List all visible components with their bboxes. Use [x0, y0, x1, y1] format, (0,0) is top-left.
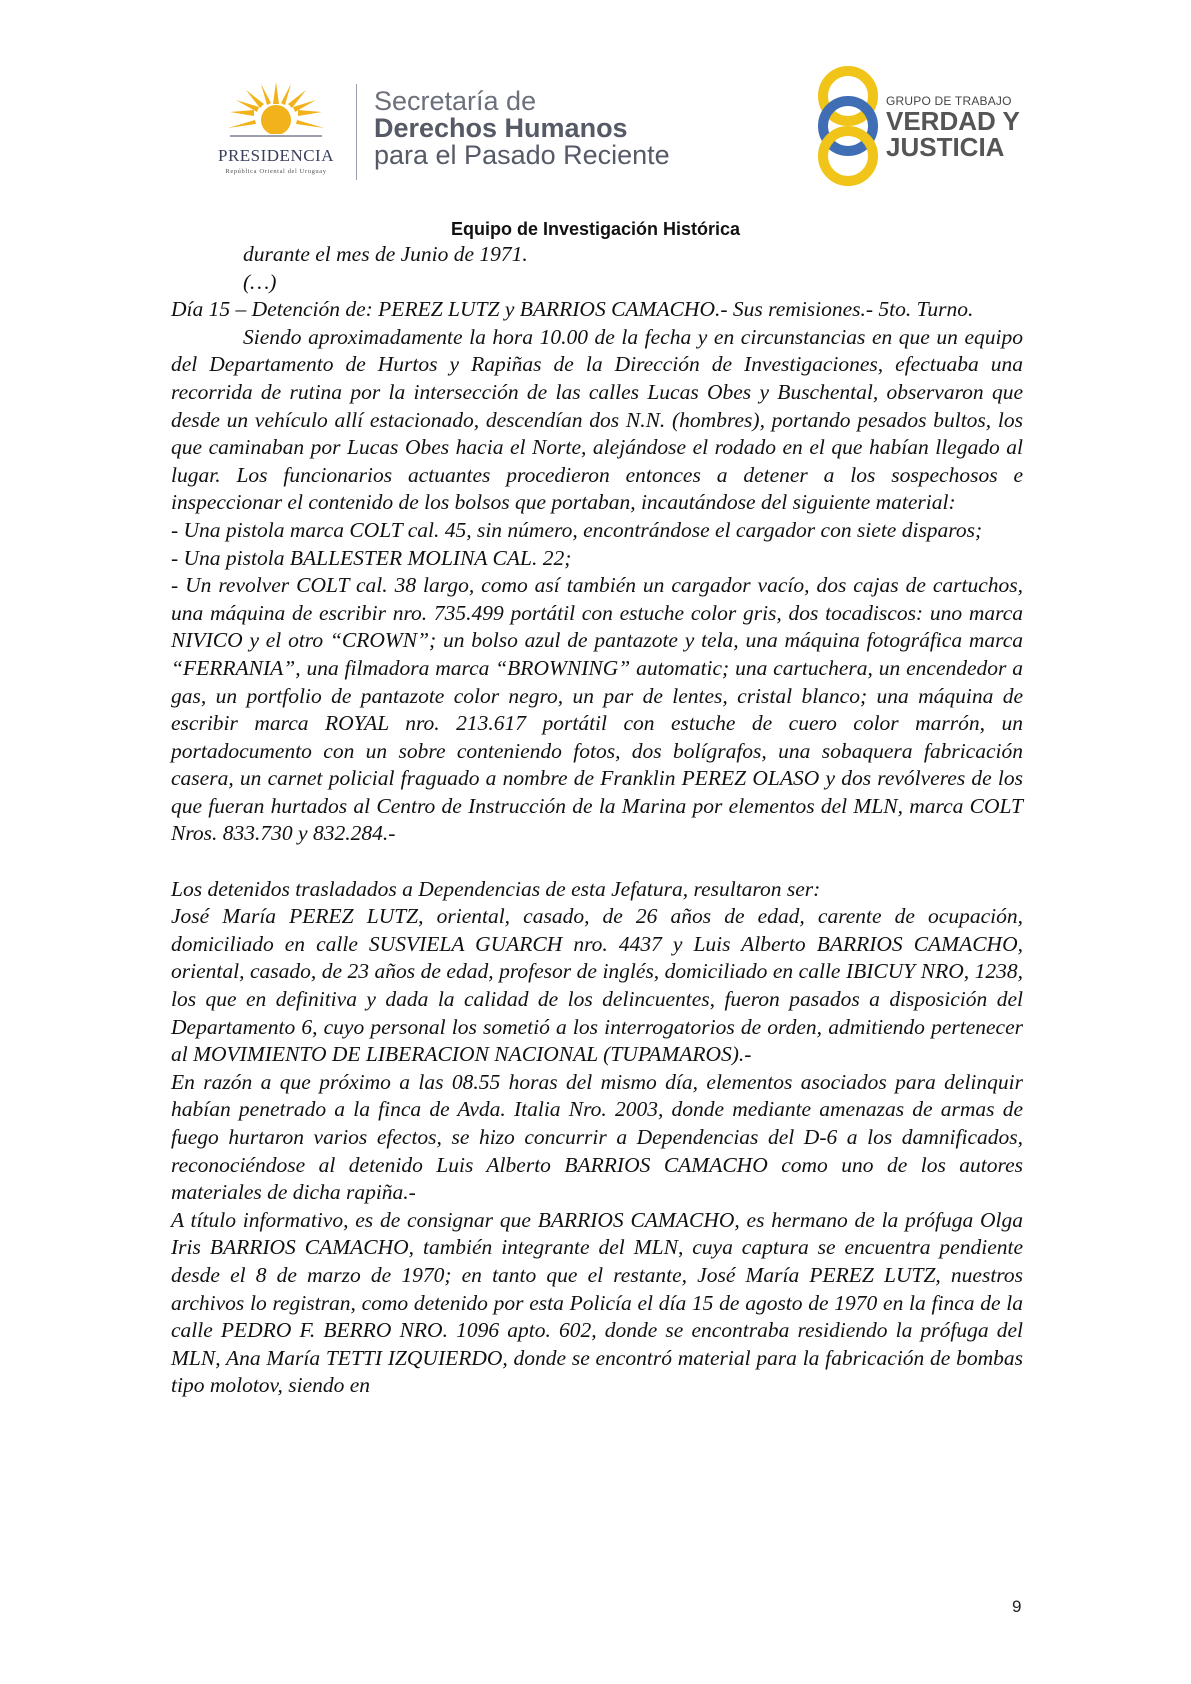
paragraph: (…)	[243, 269, 277, 294]
sun-emblem-icon	[226, 80, 326, 142]
presidencia-name: PRESIDENCIA	[217, 146, 334, 165]
grupo-line-1: GRUPO DE TRABAJO	[886, 94, 1012, 108]
paragraph: En razón a que próximo a las 08.55 horas del mismo día, elementos asociados para delinquir habían penetrado a la finca de Avda. Italia Nro. 2003, donde mediante amenazas de armas de fuego hurtaron varios efectos, se hizo concurrir a Dependencias del D-6 a los damnificados, reconociéndose al detenido Luis Alberto BARRIOS CAMACHO como uno de los autores materiales de dicha rapiña.-	[171, 1069, 1023, 1205]
header-divider	[356, 84, 357, 180]
team-heading: Equipo de Investigación Histórica	[450, 219, 741, 239]
grupo-line-3: JUSTICIA	[886, 132, 1005, 162]
secretaria-line-2: Derechos Humanos	[374, 113, 628, 143]
paragraph: durante el mes de Junio de 1971.	[243, 242, 528, 266]
presidencia-logo	[196, 80, 356, 180]
document-body	[171, 241, 1023, 1400]
secretaria-logotype	[374, 88, 670, 169]
presidencia-subtitle: República Oriental del Uruguay	[225, 168, 327, 175]
list-item: - Un revolver COLT cal. 38 largo, como así también un cargador vacío, dos cajas de cartuchos, una máquina de escribir nro. 735.499 portátil con estuche color gris, dos tocadiscos: uno marca NIVICO y el otro “CROWN”; un bolso azul de pantazote y tela, una máquina fotográfica marca “FERRANIA”, una filmadora marca “BROWNING” automatic; una cartuchera, un encendedor a gas, un portfolio de pantazote color negro, un par de lentes, cristal blanco; una máquina de escribir marca ROYAL nro. 213.617 portátil con estuche de cuero color marrón, un portadocumento con un sobre conteniendo fotos, dos bolígrafos, una sobaquera fabricación casera, un carnet policial fraguado a nombre de Franklin PEREZ OLASO y dos revólveres de los que fueran hurtados al Centro de Instrucción de la Marina por elementos del MLN, marca COLT Nros. 833.730 y 832.284.-	[171, 573, 1023, 846]
grupo-trabajo-logo	[812, 62, 1022, 192]
rings-logo-icon	[812, 62, 884, 192]
blank-line	[171, 848, 1023, 876]
secretaria-line-1: Secretaría de	[374, 86, 537, 116]
list-item: - Una pistola BALLESTER MOLINA CAL. 22;	[171, 545, 572, 570]
paragraph: Día 15 – Detención de: PEREZ LUTZ y BARRIOS CAMACHO.- Sus remisiones.- 5to. Turno.	[171, 297, 974, 322]
paragraph: A título informativo, es de consignar que BARRIOS CAMACHO, es hermano de la prófuga Olga Iris BARRIOS CAMACHO, también integrante del MLN, cuya captura se encuentra pendiente desde el 8 de marzo de 1970; en tanto que el restante, José María PEREZ LUTZ, nuestros archivos lo registran, como detenido por esta Policía el día 15 de agosto de 1970 en la finca de la calle PEDRO F. BERRO NRO. 1096 apto. 602, donde se encontraba residiendo la prófuga del MLN, Ana María TETTI IZQUIERDO, donde se encontró material para la fabricación de bombas tipo molotov, siendo en	[171, 1207, 1023, 1398]
page-header	[0, 0, 1191, 210]
page-number: 9	[1012, 1597, 1022, 1616]
grupo-line-2: VERDAD Y	[886, 106, 1020, 136]
paragraph: José María PEREZ LUTZ, oriental, casado, de 26 años de edad, carente de ocupación, domiciliado en calle SUSVIELA GUARCH nro. 4437 y Luis Alberto BARRIOS CAMACHO, oriental, casado, de 23 años de edad, profesor de inglés, domiciliado en calle IBICUY NRO, 1238, los que en definitiva y dada la calidad de los delincuentes, fueron pasados a disposición del Departamento 6, cuyo personal los sometió a los interrogatorios de orden, admitiendo pertenecer al MOVIMIENTO DE LIBERACION NACIONAL (TUPAMAROS).-	[171, 904, 1023, 1067]
paragraph: Los detenidos trasladados a Dependencias de esta Jefatura, resultaron ser:	[171, 876, 821, 901]
paragraph: Siendo aproximadamente la hora 10.00 de la fecha y en circunstancias en que un equipo del Departamento de Hurtos y Rapiñas de la Dirección de Investigaciones, efectuaba una recorrida de rutina por la intersección de las calles Lucas Obes y Buschental, observaron que desde un vehículo allí estacionado, descendían dos N.N. (hombres), portando pesados bultos, los que caminaban por Lucas Obes hacia el Norte, alejándose el rodado en el que habían llegado al lugar. Los funcionarios actuantes procedieron entonces a detener a los sospechosos e inspeccionar el contenido de los bolsos que portaban, incautándose del siguiente material:	[171, 324, 1023, 515]
list-item: - Una pistola marca COLT cal. 45, sin número, encontrándose el cargador con siete disparos;	[171, 517, 983, 542]
secretaria-line-3: para el Pasado Reciente	[374, 140, 670, 170]
